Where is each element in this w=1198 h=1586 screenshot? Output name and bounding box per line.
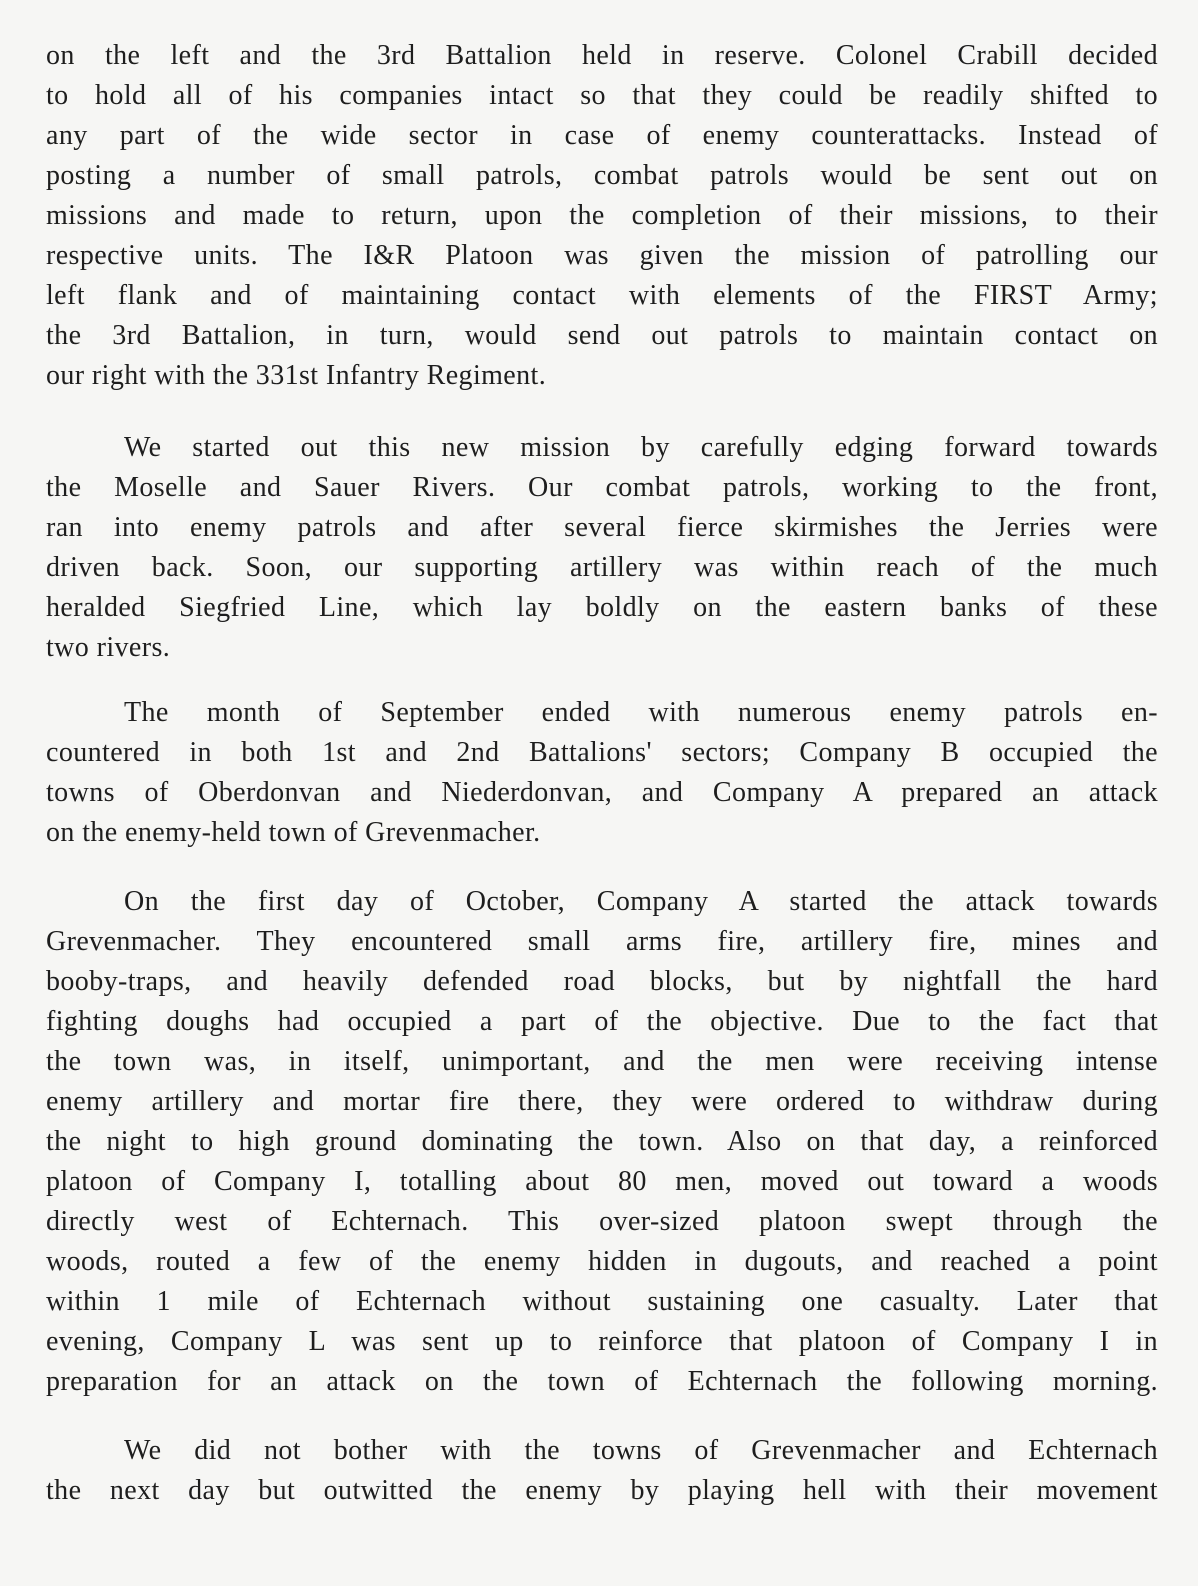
text-line: directly west of Echternach. This over-sized platoon swept through the xyxy=(46,1206,1158,1237)
text-line: evening, Company L was sent up to reinforce that platoon of Company I in xyxy=(46,1326,1158,1357)
text-line: our right with the 331st Infantry Regiment. xyxy=(46,360,547,391)
text-line: We did not bother with the towns of Grevenmacher and Echternach xyxy=(124,1435,1158,1466)
text-line: The month of September ended with numerous enemy patrols en- xyxy=(124,697,1158,728)
text-line: towns of Oberdonvan and Niederdonvan, and Company A prepared an attack xyxy=(46,777,1158,808)
text-line: missions and made to return, upon the completion of their missions, to their xyxy=(46,200,1158,231)
text-line: heralded Siegfried Line, which lay boldly on the eastern banks of these xyxy=(46,592,1158,623)
paragraph-1 xyxy=(46,36,1158,396)
text-line: on the left and the 3rd Battalion held in reserve. Colonel Crabill decided xyxy=(46,40,1158,71)
paragraph-3 xyxy=(46,693,1158,853)
paragraph-5 xyxy=(46,1431,1158,1511)
text-line: countered in both 1st and 2nd Battalions' sectors; Company B occupied the xyxy=(46,737,1158,768)
text-line: two rivers. xyxy=(46,632,171,663)
paragraph-4 xyxy=(46,882,1158,1402)
text-line: the Moselle and Sauer Rivers. Our combat patrols, working to the front, xyxy=(46,472,1158,503)
text-line: within 1 mile of Echternach without sustaining one casualty. Later that xyxy=(46,1286,1158,1317)
text-line: the 3rd Battalion, in turn, would send out patrols to maintain contact on xyxy=(46,320,1158,351)
text-line: the town was, in itself, unimportant, and the men were receiving intense xyxy=(46,1046,1158,1077)
text-line: posting a number of small patrols, combat patrols would be sent out on xyxy=(46,160,1158,191)
text-line: Grevenmacher. They encountered small arms fire, artillery fire, mines and xyxy=(46,926,1158,957)
text-line: ran into enemy patrols and after several fierce skirmishes the Jerries were xyxy=(46,512,1158,543)
text-line: woods, routed a few of the enemy hidden in dugouts, and reached a point xyxy=(46,1246,1158,1277)
text-line: respective units. The I&R Platoon was given the mission of patrolling our xyxy=(46,240,1158,271)
text-line: On the first day of October, Company A started the attack towards xyxy=(124,886,1158,917)
text-line: to hold all of his companies intact so that they could be readily shifted to xyxy=(46,80,1158,111)
text-line: on the enemy-held town of Grevenmacher. xyxy=(46,817,541,848)
text-line: fighting doughs had occupied a part of the objective. Due to the fact that xyxy=(46,1006,1158,1037)
text-line: left flank and of maintaining contact with elements of the FIRST Army; xyxy=(46,280,1158,311)
text-line: preparation for an attack on the town of Echternach the following morning. xyxy=(46,1366,1158,1397)
text-line: We started out this new mission by carefully edging forward towards xyxy=(124,432,1158,463)
text-line: any part of the wide sector in case of enemy counterattacks. Instead of xyxy=(46,120,1158,151)
text-line: the night to high ground dominating the town. Also on that day, a reinforced xyxy=(46,1126,1158,1157)
text-line: the next day but outwitted the enemy by playing hell with their movement xyxy=(46,1475,1158,1506)
text-line: driven back. Soon, our supporting artillery was within reach of the much xyxy=(46,552,1158,583)
text-line: platoon of Company I, totalling about 80 men, moved out toward a woods xyxy=(46,1166,1158,1197)
paragraph-2 xyxy=(46,428,1158,668)
text-line: enemy artillery and mortar fire there, they were ordered to withdraw during xyxy=(46,1086,1158,1117)
text-line: booby-traps, and heavily defended road blocks, but by nightfall the hard xyxy=(46,966,1158,997)
